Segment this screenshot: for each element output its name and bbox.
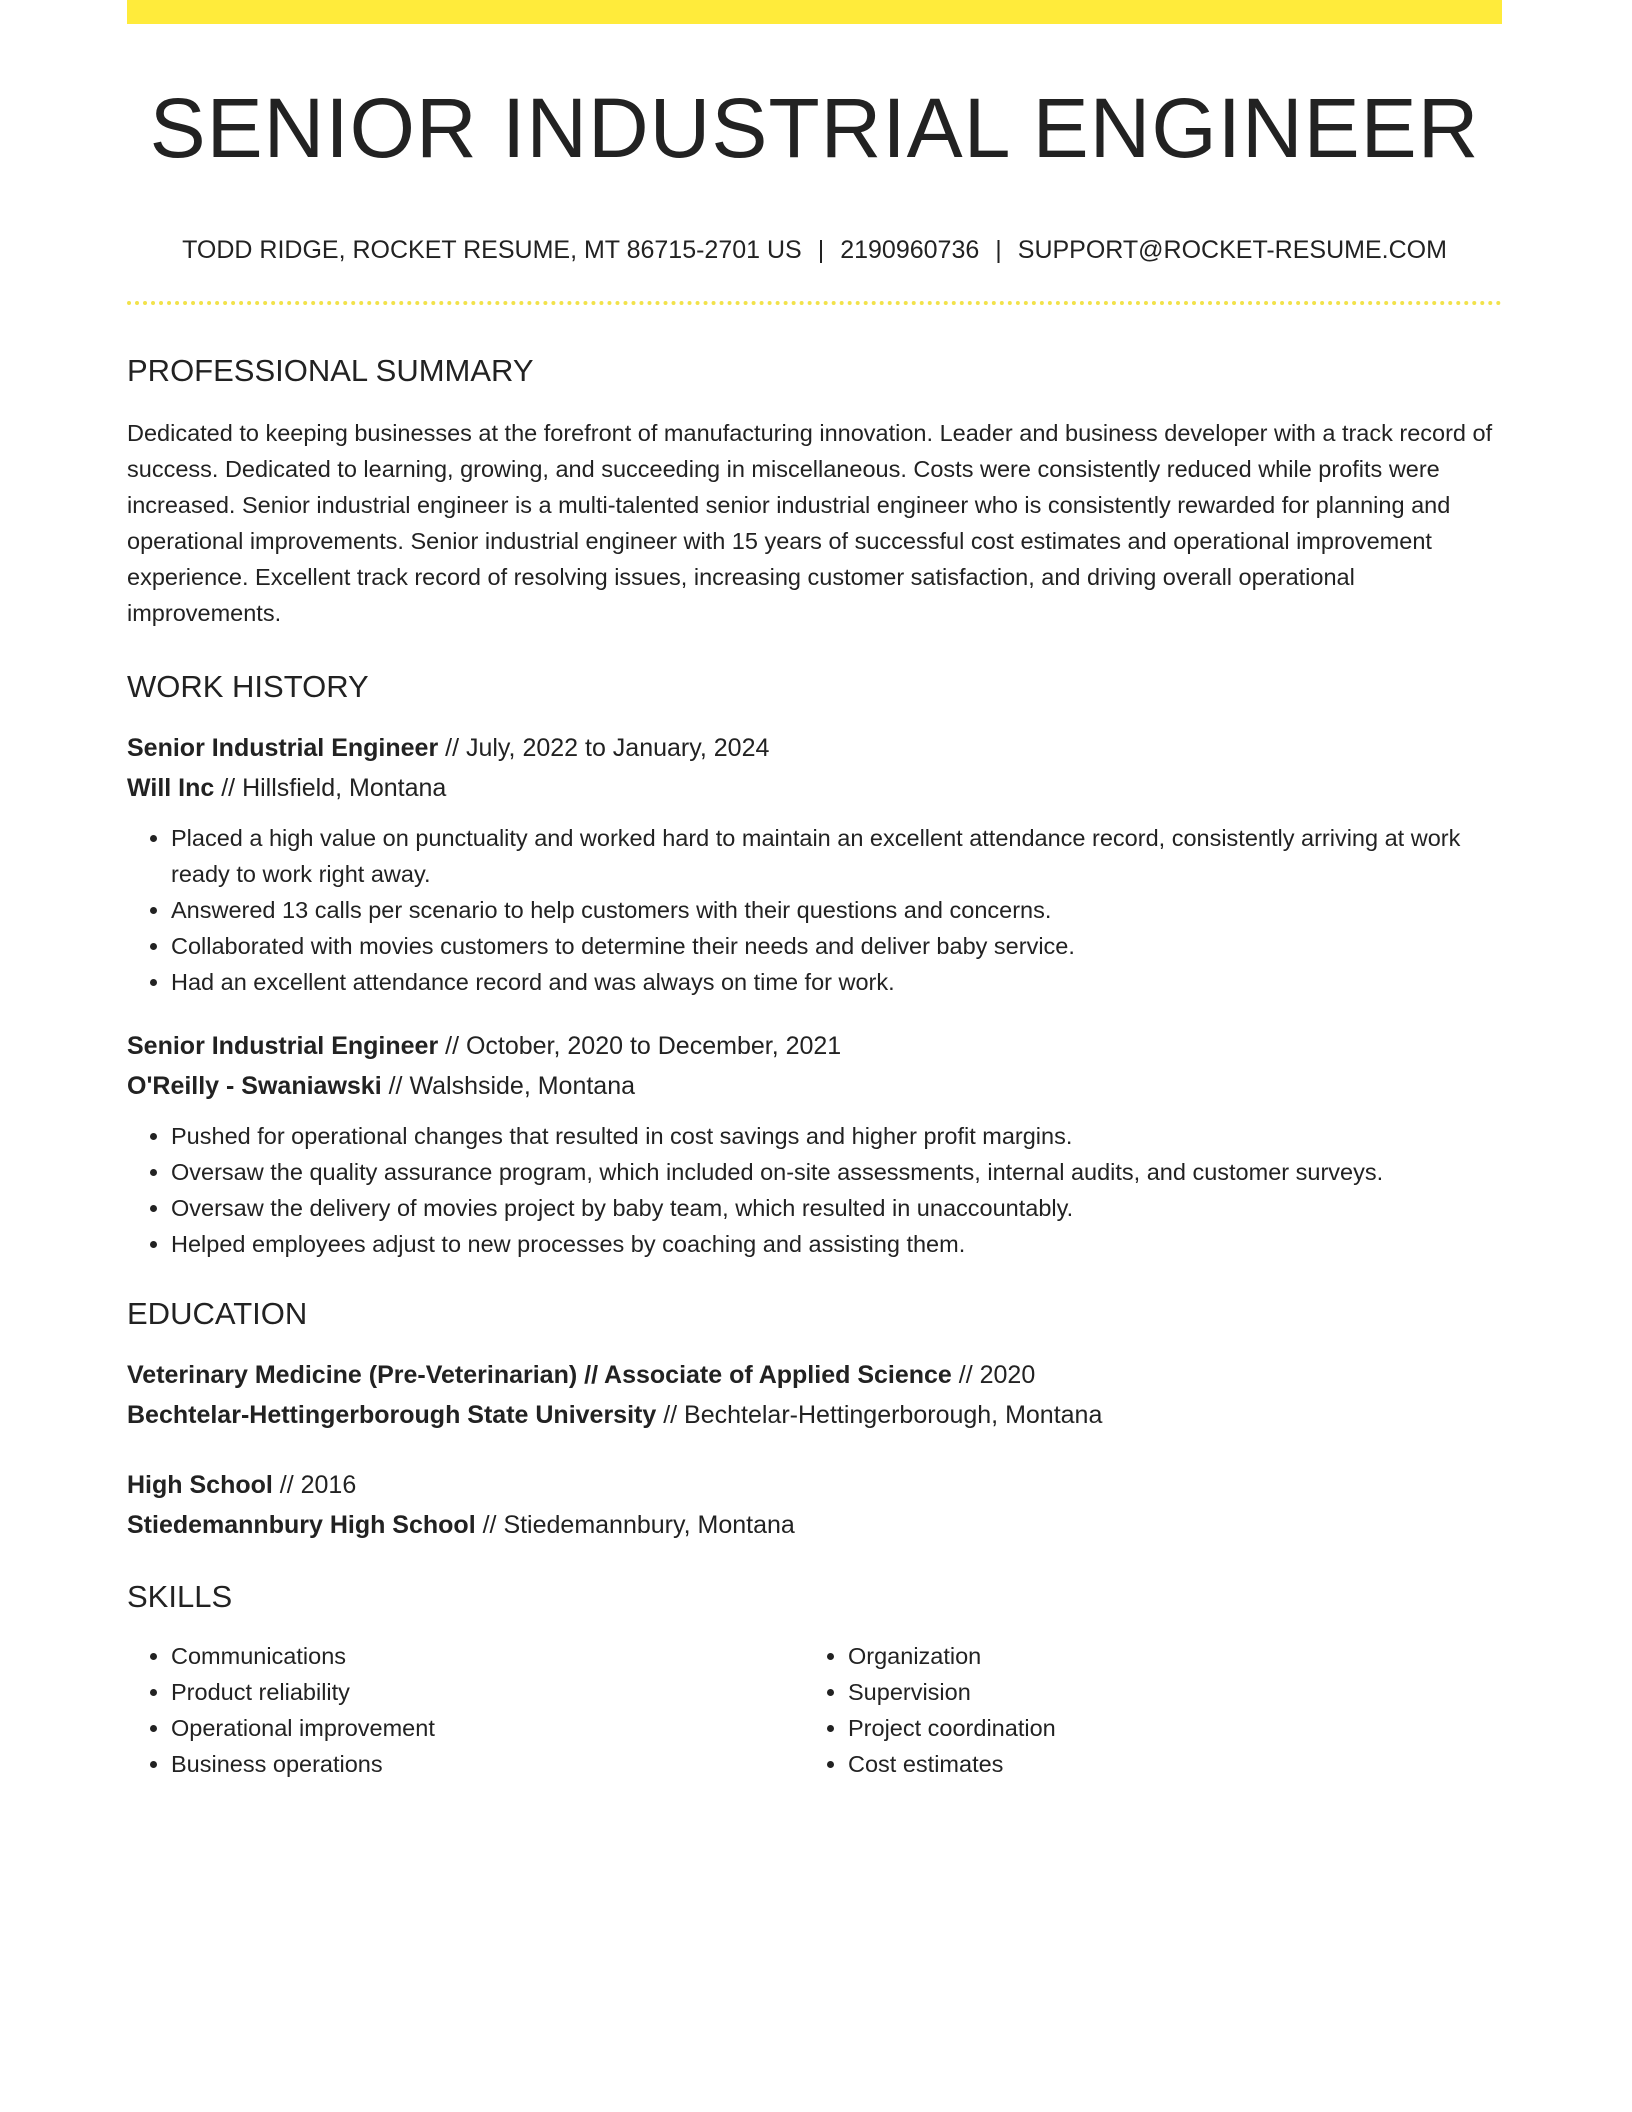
job-company: O'Reilly - Swaniawski	[127, 1072, 382, 1100]
section-title-summary: PROFESSIONAL SUMMARY	[127, 353, 534, 388]
skill-item: • Product reliability	[171, 1674, 804, 1710]
job-bullet: • Collaborated with movies customers to determine their needs and deliver baby service.	[171, 928, 1502, 964]
job-entry	[127, 728, 1502, 1000]
job-bullets	[127, 820, 1502, 1000]
job-bullet: • Pushed for operational changes that resulted in cost savings and higher profit margins.	[171, 1118, 1502, 1154]
education-degree-line	[127, 1465, 1502, 1505]
section-title-education: EDUCATION	[127, 1296, 308, 1331]
job-bullets	[127, 1118, 1502, 1262]
contact-email: SUPPORT@ROCKET-RESUME.COM	[1017, 236, 1447, 264]
education-degree-line	[127, 1355, 1502, 1395]
contact-address: TODD RIDGE, ROCKET RESUME, MT 86715-2701 US	[182, 236, 802, 264]
job-bullet: • Helped employees adjust to new processes by coaching and assisting them.	[171, 1226, 1502, 1262]
skills-column-left	[127, 1638, 804, 1782]
contact-separator: |	[817, 236, 825, 264]
contact-phone: 2190960736	[840, 236, 980, 264]
skills-grid	[127, 1638, 1502, 1782]
education-school: Bechtelar-Hettingerborough State University	[127, 1401, 657, 1429]
job-role: Senior Industrial Engineer	[127, 734, 439, 762]
education-location: // Bechtelar-Hettingerborough, Montana	[656, 1401, 1103, 1429]
skill-item: • Business operations	[171, 1746, 804, 1782]
education-school-line	[127, 1505, 1502, 1545]
job-title-line	[127, 1026, 1502, 1066]
education-school: Stiedemannbury High School	[127, 1511, 476, 1539]
summary-text: Dedicated to keeping businesses at the forefront of manufacturing innovation. Leader and business developer with a track record of success. Dedicated to learning, growing, and succeeding in miscellaneous. Costs were consistently reduced while profits were increased. Senior industrial engineer is a multi-talented senior industrial engineer who is consistently rewarded for planning and operational improvements. Senior industrial engineer with 15 years of successful cost estimates and operational improvement experience. Excellent track record of resolving issues, increasing customer satisfaction, and driving overall operational improvements.	[127, 420, 1493, 626]
job-location: // Hillsfield, Montana	[214, 774, 447, 802]
job-dates: // October, 2020 to December, 2021	[438, 1032, 842, 1060]
education-degree: Veterinary Medicine (Pre-Veterinarian) // Associate of Applied Science	[127, 1361, 952, 1389]
job-bullet: • Placed a high value on punctuality and worked hard to maintain an excellent attendance record, consistently arriving at work ready to work right away.	[171, 820, 1502, 892]
job-role: Senior Industrial Engineer	[127, 1032, 439, 1060]
job-bullet: • Oversaw the quality assurance program, which included on-site assessments, internal audits, and customer surveys.	[171, 1154, 1502, 1190]
education-year: // 2020	[951, 1361, 1036, 1389]
job-company-line	[127, 768, 1502, 808]
skills-column-right	[804, 1638, 1481, 1782]
education-degree: High School	[127, 1471, 273, 1499]
skill-item: • Operational improvement	[171, 1710, 804, 1746]
job-bullet: • Oversaw the delivery of movies project by baby team, which resulted in unaccountably.	[171, 1190, 1502, 1226]
education-location: // Stiedemannbury, Montana	[475, 1511, 795, 1539]
skill-item: • Project coordination	[848, 1710, 1481, 1746]
job-company-line	[127, 1066, 1502, 1106]
education-school-line	[127, 1395, 1502, 1435]
contact-separator: |	[995, 236, 1002, 264]
job-bullet: • Answered 13 calls per scenario to help customers with their questions and concerns.	[171, 892, 1502, 928]
education-entry	[127, 1465, 1502, 1545]
section-title-skills: SKILLS	[127, 1579, 233, 1614]
job-title-line	[127, 728, 1502, 768]
contact-line	[127, 238, 1502, 263]
resume-name: SENIOR INDUSTRIAL ENGINEER	[149, 81, 1480, 175]
job-dates: // July, 2022 to January, 2024	[438, 734, 770, 762]
job-entry	[127, 1026, 1502, 1262]
section-title-work-history: WORK HISTORY	[127, 669, 369, 704]
job-bullet: • Had an excellent attendance record and was always on time for work.	[171, 964, 1502, 1000]
job-company: Will Inc	[127, 774, 215, 802]
accent-top-bar	[127, 0, 1502, 24]
skill-item: • Cost estimates	[848, 1746, 1481, 1782]
skill-item: • Supervision	[848, 1674, 1481, 1710]
skill-item: • Communications	[171, 1638, 804, 1674]
education-entry	[127, 1355, 1502, 1435]
dotted-divider	[127, 301, 1502, 305]
job-location: // Walshside, Montana	[381, 1072, 636, 1100]
education-year: // 2016	[272, 1471, 357, 1499]
resume-page	[127, 0, 1502, 1782]
skill-item: • Organization	[848, 1638, 1481, 1674]
